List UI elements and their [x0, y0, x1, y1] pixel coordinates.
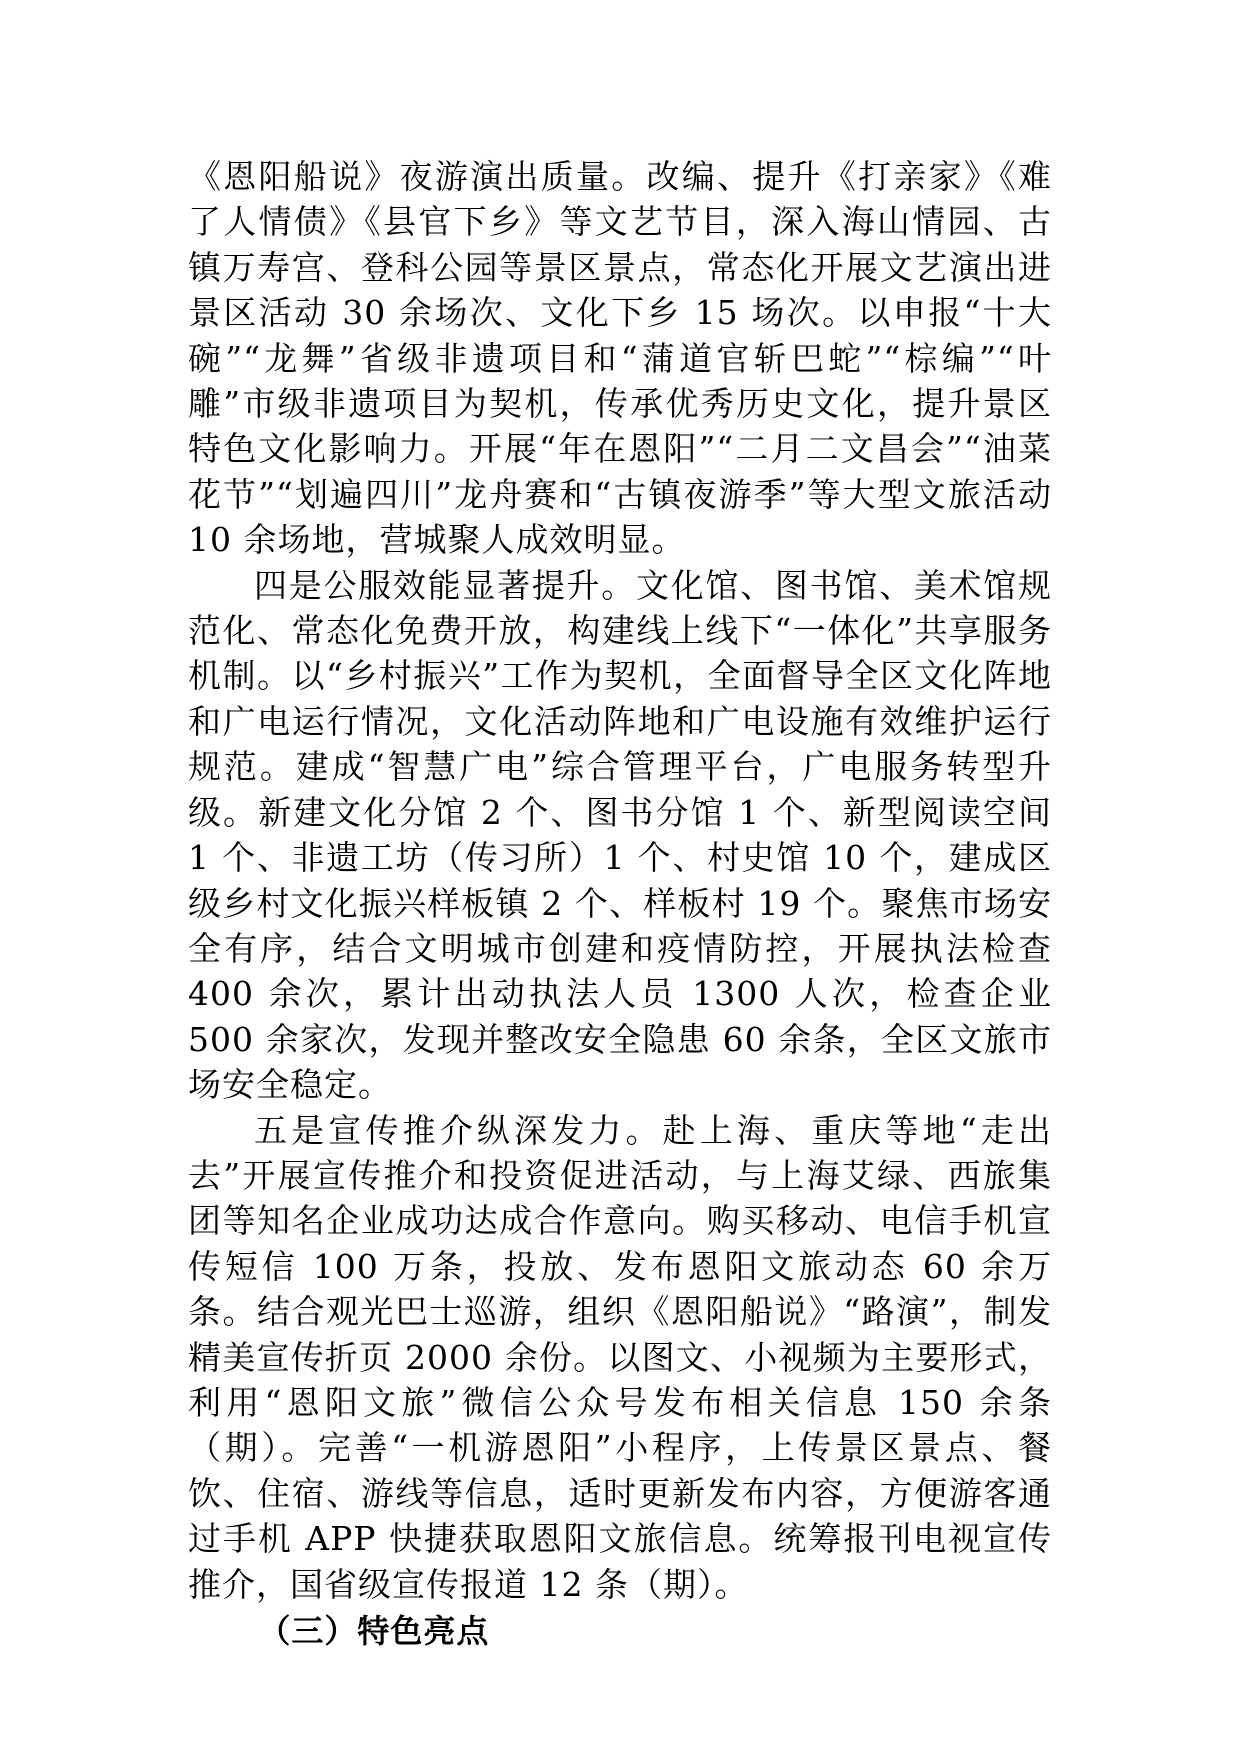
paragraph-public-services: 四是公服效能显著提升。文化馆、图书馆、美术馆规范化、常态化免费开放，构建线上线下“一体化”共享服务机制。以“乡村振兴”工作为契机，全面督导全区文化阵地和广电运行情况，文化活动阵地和广电设施有效维护运行规范。建成“智慧广电”综合管理平台，广电服务转型升级。新建文化分馆 2 个、图书分馆 1 个、新型阅读空间 1 个、非遗工坊（传习所）1 个、村史馆 10 个，建成区级乡村文化振兴样板镇 2 个、样板村 19 个。聚焦市场安全有序，结合文明城市创建和疫情防控，开展执法检查 400 余次，累计出动执法人员 1300 人次，检查企业 500 余家次，发现并整改安全隐患 60 余条，全区文旅市场安全稳定。 [188, 565, 1052, 1105]
section-heading: （三）特色亮点 [258, 1612, 490, 1650]
paragraph-promotion: 五是宣传推介纵深发力。赴上海、重庆等地“走出去”开展宣传推介和投资促进活动，与上海艾绿、西旅集团等知名企业成功达成合作意向。购买移动、电信手机宣传短信 100 万条，投放、发布恩阳文旅动态 60 余万条。结合观光巴士巡游，组织《恩阳船说》“路演”，制发精美宣传折页 2000 余份。以图文、小视频为主要形式，利用“恩阳文旅”微信公众号发布相关信息 150 余条（期）。完善“一机游恩阳”小程序，上传景区景点、餐饮、住宿、游线等信息，适时更新发布内容，方便游客通过手机 APP 快捷获取恩阳文旅信息。统筹报刊电视宣传推介，国省级宣传报道 12 条（期）。 [188, 1110, 1052, 1604]
document-body [188, 154, 1052, 1655]
paragraph-performances: 《恩阳船说》夜游演出质量。改编、提升《打亲家》《难了人情债》《县官下乡》等文艺节目，深入海山情园、古镇万寿宫、登科公园等景区景点，常态化开展文艺演出进景区活动 30 余场次、文化下乡 15 场次。以申报“十大碗”“龙舞”省级非遗项目和“蒲道官斩巴蛇”“棕编”“叶雕”市级非遗项目为契机，传承优秀历史文化，提升景区特色文化影响力。开展“年在恩阳”“二月二文昌会”“油菜花节”“划遍四川”龙舟赛和“古镇夜游季”等大型文旅活动 10 余场地，营城聚人成效明显。 [188, 157, 1052, 560]
